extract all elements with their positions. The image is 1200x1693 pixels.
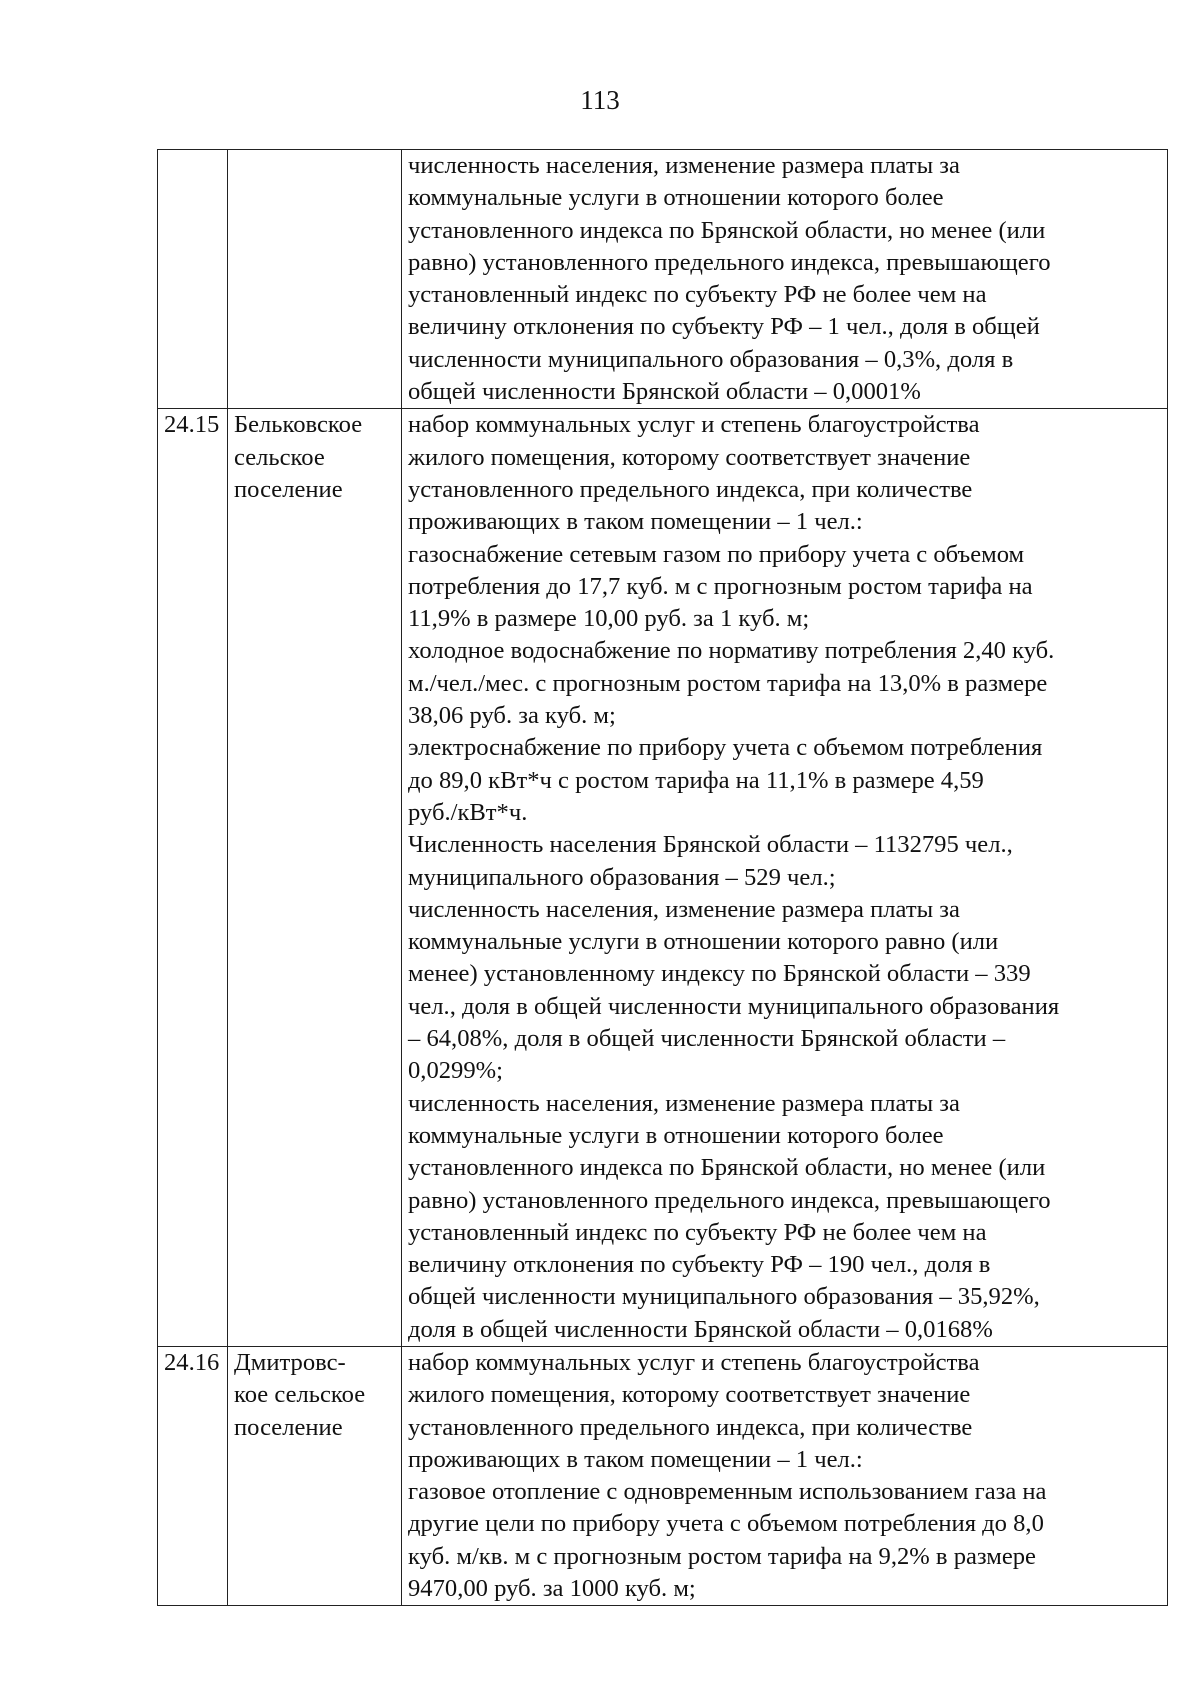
municipality-name-cell (228, 409, 402, 1347)
description-line: проживающих в таком помещении – 1 чел.: (408, 1445, 863, 1473)
description-line: общей численности Брянской области – 0,0001% (408, 378, 921, 406)
description-line: газоснабжение сетевым газом по прибору учета с объемом (408, 540, 1025, 568)
municipality-name-line: сельское (234, 443, 325, 471)
description-line: численности муниципального образования – 0,3%, доля в (408, 345, 1014, 373)
description-line: до 89,0 кВт*ч с ростом тарифа на 11,1% в размере 4,59 (408, 766, 984, 794)
description-line: – 64,08%, доля в общей численности Брянской области – (408, 1025, 1006, 1053)
description-line: набор коммунальных услуг и степень благоустройства (408, 411, 980, 439)
description-line: набор коммунальных услуг и степень благоустройства (408, 1348, 980, 1376)
description-line: равно) установленного предельного индекса, превышающего (408, 1186, 1051, 1214)
description-line: м./чел./мес. с прогнозным ростом тарифа на 13,0% в размере (408, 669, 1048, 697)
municipality-name-cell (228, 1346, 402, 1605)
description-line: установленный индекс по субъекту РФ не более чем на (408, 281, 987, 309)
description-line: установленного индекса по Брянской области, но менее (или (408, 1154, 1046, 1182)
description-line: величину отклонения по субъекту РФ – 1 чел., доля в общей (408, 313, 1040, 341)
description-line: 38,06 руб. за куб. м; (408, 702, 616, 730)
municipality-name-line: кое сельское (234, 1381, 366, 1409)
description-line: численность населения, изменение размера платы за (408, 1089, 960, 1117)
description-line: Численность населения Брянской области – 1132795 чел., (408, 831, 1013, 859)
description-line: доля в общей численности Брянской области – 0,0168% (408, 1315, 993, 1343)
municipality-name-line: Дмитровс- (234, 1348, 346, 1376)
municipality-name-cell (228, 150, 402, 409)
row-number-cell: 24.16 (158, 1346, 228, 1605)
description-line: установленного предельного индекса, при количестве (408, 475, 973, 503)
description-line: общей численности муниципального образования – 35,92%, (408, 1283, 1040, 1311)
municipality-name-line: Бельковское (234, 411, 363, 439)
description-line: менее) установленному индексу по Брянской области – 339 (408, 960, 1031, 988)
description-line: холодное водоснабжение по нормативу потребления 2,40 куб. (408, 637, 1055, 665)
description-line: коммунальные услуги в отношении которого более (408, 1121, 944, 1149)
description-cell (402, 409, 1168, 1347)
description-line: величину отклонения по субъекту РФ – 190 чел., доля в (408, 1251, 991, 1279)
municipality-name-line: поселение (234, 1413, 343, 1441)
description-line: установленный индекс по субъекту РФ не более чем на (408, 1218, 987, 1246)
description-line: жилого помещения, которому соответствует значение (408, 1381, 971, 1409)
table-row (158, 150, 1168, 409)
description-line: численность населения, изменение размера платы за (408, 152, 960, 179)
description-line: потребления до 17,7 куб. м с прогнозным ростом тарифа на (408, 572, 1033, 600)
description-line: численность населения, изменение размера платы за (408, 895, 960, 923)
description-line: муниципального образования – 529 чел.; (408, 863, 836, 891)
description-line: коммунальные услуги в отношении которого более (408, 184, 944, 212)
row-number-cell: 24.15 (158, 409, 228, 1347)
row-number-cell (158, 150, 228, 409)
table-row (158, 409, 1168, 1347)
description-line: куб. м/кв. м с прогнозным ростом тарифа на 9,2% в размере (408, 1542, 1036, 1570)
description-line: электроснабжение по прибору учета с объемом потребления (408, 734, 1043, 762)
municipality-name-line: поселение (234, 475, 343, 503)
description-line: чел., доля в общей численности муниципального образования (408, 992, 1060, 1020)
description-line: 0,0299%; (408, 1057, 503, 1085)
description-line: 9470,00 руб. за 1000 куб. м; (408, 1575, 696, 1603)
description-line: руб./кВт*ч. (408, 798, 528, 826)
description-line: проживающих в таком помещении – 1 чел.: (408, 508, 863, 536)
description-cell (402, 150, 1168, 409)
description-line: установленного индекса по Брянской области, но менее (или (408, 216, 1046, 244)
municipality-table (157, 149, 1168, 1606)
description-line: жилого помещения, которому соответствует значение (408, 443, 971, 471)
description-cell (402, 1346, 1168, 1605)
description-line: другие цели по прибору учета с объемом потребления до 8,0 (408, 1510, 1044, 1538)
page-number: 113 (580, 85, 620, 115)
description-line: 11,9% в размере 10,00 руб. за 1 куб. м; (408, 605, 810, 633)
description-line: установленного предельного индекса, при количестве (408, 1413, 973, 1441)
table-row (158, 1346, 1168, 1605)
description-line: газовое отопление с одновременным использованием газа на (408, 1478, 1047, 1506)
description-line: коммунальные услуги в отношении которого равно (или (408, 928, 999, 956)
description-line: равно) установленного предельного индекса, превышающего (408, 248, 1051, 276)
